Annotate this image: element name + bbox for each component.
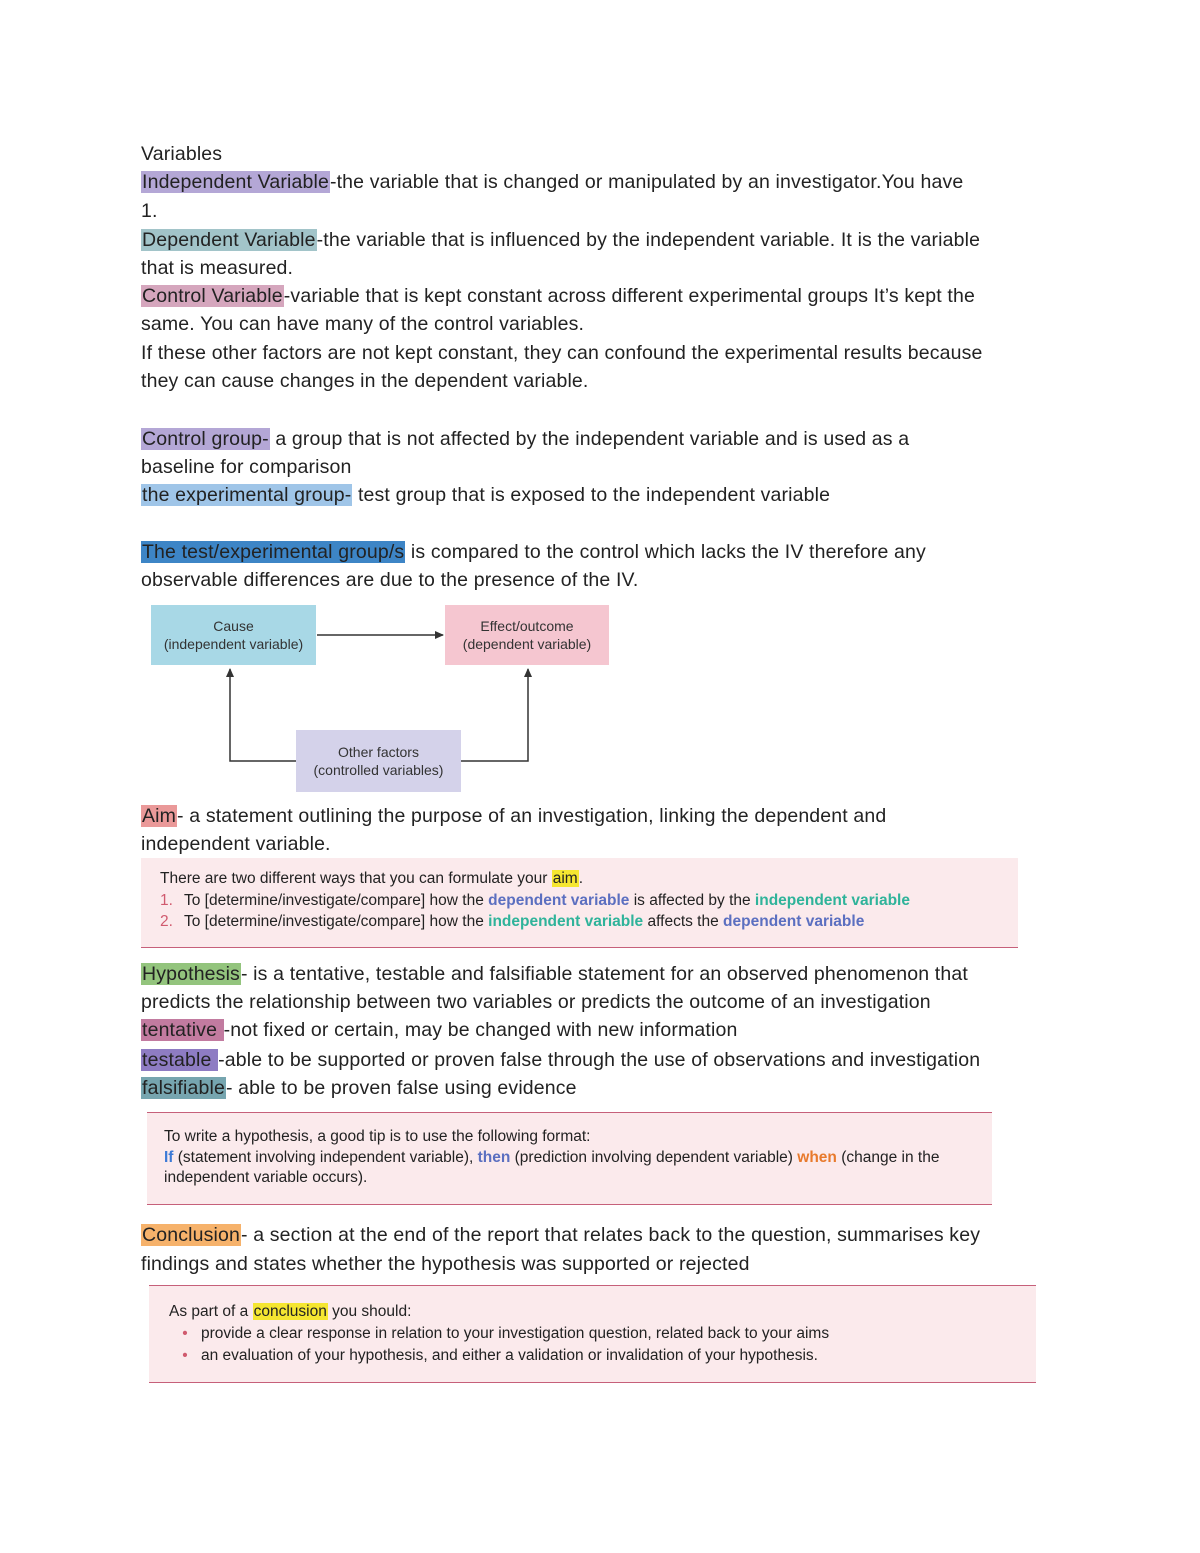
control-group-def: a group that is not affected by the independent variable and is used as a [269,428,910,450]
cv-def: -variable that is kept constant across different experimental groups It’s kept the [283,285,975,307]
hyp-text-c: (change in the [836,1148,940,1166]
conclusion-term: Conclusion [142,1224,240,1246]
hyp-box-line-1: To write a hypothesis, a good tip is to use the following format: [164,1128,591,1145]
hypothesis-definition [141,960,968,988]
conc-box-intro-end: you should: [327,1303,412,1320]
effect-box [445,605,609,665]
option-1-iv: independent variable [754,891,910,909]
other-factors-sublabel: (controlled variables) [313,762,444,778]
hyp-text-b: (prediction involving dependent variable) [510,1148,798,1166]
aim-box-intro-text: There are two different ways that you can formulate your [160,870,552,887]
aim-box-highlight: aim [552,870,578,887]
tentative-def: -not fixed or certain, may be changed with new information [223,1019,738,1041]
variables-diagram [140,600,620,800]
bullet-icon: • [182,1325,188,1342]
testable-def: -able to be supported or proven false through the use of observations and investigation [218,1049,981,1071]
cv-cont: same. You can have many of the control variables. [141,313,585,335]
conclusion-definition [141,1221,980,1249]
aim-def: - a statement outlining the purpose of an investigation, linking the dependent and [177,805,887,827]
testable-term: testable [142,1049,218,1071]
hyp-box-line-2 [164,1148,984,1169]
conc-box-bullet-1 [169,1323,829,1345]
conc-box-intro-text: As part of a [169,1303,253,1320]
iv-cont: 1. [141,200,158,222]
option-1-text-a: To [determine/investigate/compare] how the [184,891,489,909]
dv-cont: that is measured. [141,257,294,279]
cause-box [151,605,316,665]
cv-definition [141,282,975,310]
conclusion-cont: findings and states whether the hypothesis was supported or rejected [141,1253,750,1275]
option-2-iv: independent variable [488,913,644,930]
hyp-then: then [477,1148,511,1166]
bullet-icon: • [182,1347,188,1364]
tentative-term: tentative [142,1019,223,1041]
hypothesis-tip-box [147,1112,992,1205]
iv-term: Independent Variable [142,171,329,193]
option-2-dv: dependent variable [723,913,865,930]
effect-sublabel: (dependent variable) [462,636,592,652]
conc-box-bullet-2 [169,1345,829,1367]
option-2-text-a: To [determine/investigate/compare] how the [184,913,489,930]
conc-box-intro [169,1301,829,1323]
test-group-definition [141,538,926,566]
option-1-text-b: is affected by the [629,891,755,909]
effect-label: Effect/outcome [480,618,574,634]
hypothesis-term: Hypothesis [142,963,240,985]
confound-line-2: they can cause changes in the dependent variable. [141,370,589,392]
control-group-definition [141,425,909,453]
testable-definition [141,1046,980,1074]
iv-def: -the variable that is changed or manipulated by an investigator.You have [329,171,964,193]
hyp-text-a: (statement involving independent variable), [173,1148,478,1166]
dv-def: -the variable that is influenced by the independent variable. It is the variable [316,229,981,251]
falsifiable-definition [141,1074,577,1102]
hyp-box-line-3: independent variable occurs). [164,1169,368,1186]
iv-definition [141,168,963,196]
test-group-cont: observable differences are due to the presence of the IV. [141,569,639,591]
conc-bullet-1-text: provide a clear response in relation to your investigation question, related back to your aims [201,1325,830,1342]
cv-term: Control Variable [142,285,283,307]
aim-definition [141,802,886,830]
other-to-cause-arrow [230,669,296,761]
conc-bullet-2-text: an evaluation of your hypothesis, and either a validation or invalidation of your hypothesis. [201,1347,818,1364]
falsifiable-def: - able to be proven false using evidence [225,1077,577,1099]
aim-box-intro-end: . [578,870,584,887]
test-group-term: The test/experimental group/s [142,541,405,563]
experimental-group-def: test group that is exposed to the independent variable [352,484,831,506]
dv-definition [141,226,980,254]
aim-term: Aim [142,805,177,827]
confound-line-1: If these other factors are not kept constant, they can confound the experimental results because [141,342,983,364]
test-group-def: is compared to the control which lacks the IV therefore any [405,541,926,563]
hypothesis-cont: predicts the relationship between two variables or predicts the outcome of an investigation [141,991,931,1013]
option-2-text-b: affects the [643,913,724,930]
conc-box-highlight: conclusion [253,1303,327,1320]
tentative-definition [141,1016,737,1044]
experimental-group-definition [141,481,830,509]
aim-box-option-1 [160,890,910,912]
hyp-if: If [164,1148,174,1166]
aim-box-option-2 [160,911,910,933]
section-title: Variables [141,143,223,165]
other-to-effect-arrow [461,669,528,761]
option-1-dv: dependent variable [488,891,630,909]
hyp-when: when [797,1148,837,1166]
dv-term: Dependent Variable [142,229,316,251]
control-group-term: Control group- [142,428,269,450]
other-factors-label: Other factors [338,744,419,760]
hypothesis-def: - is a tentative, testable and falsifiable statement for an observed phenomenon that [240,963,968,985]
experimental-group-term: the experimental group- [142,484,352,506]
cause-label: Cause [213,618,254,634]
other-factors-box [296,730,461,792]
cause-sublabel: (independent variable) [163,636,304,652]
conclusion-def: - a section at the end of the report that relates back to the question, summarises key [240,1224,981,1246]
aim-tip-box [141,858,1018,948]
control-group-cont: baseline for comparison [141,456,352,478]
option-1-number: 1. [160,891,173,909]
option-2-number: 2. [160,913,173,930]
aim-cont: independent variable. [141,833,331,855]
conclusion-tip-box [149,1285,1036,1383]
aim-box-intro [160,868,910,890]
falsifiable-term: falsifiable [142,1077,225,1099]
